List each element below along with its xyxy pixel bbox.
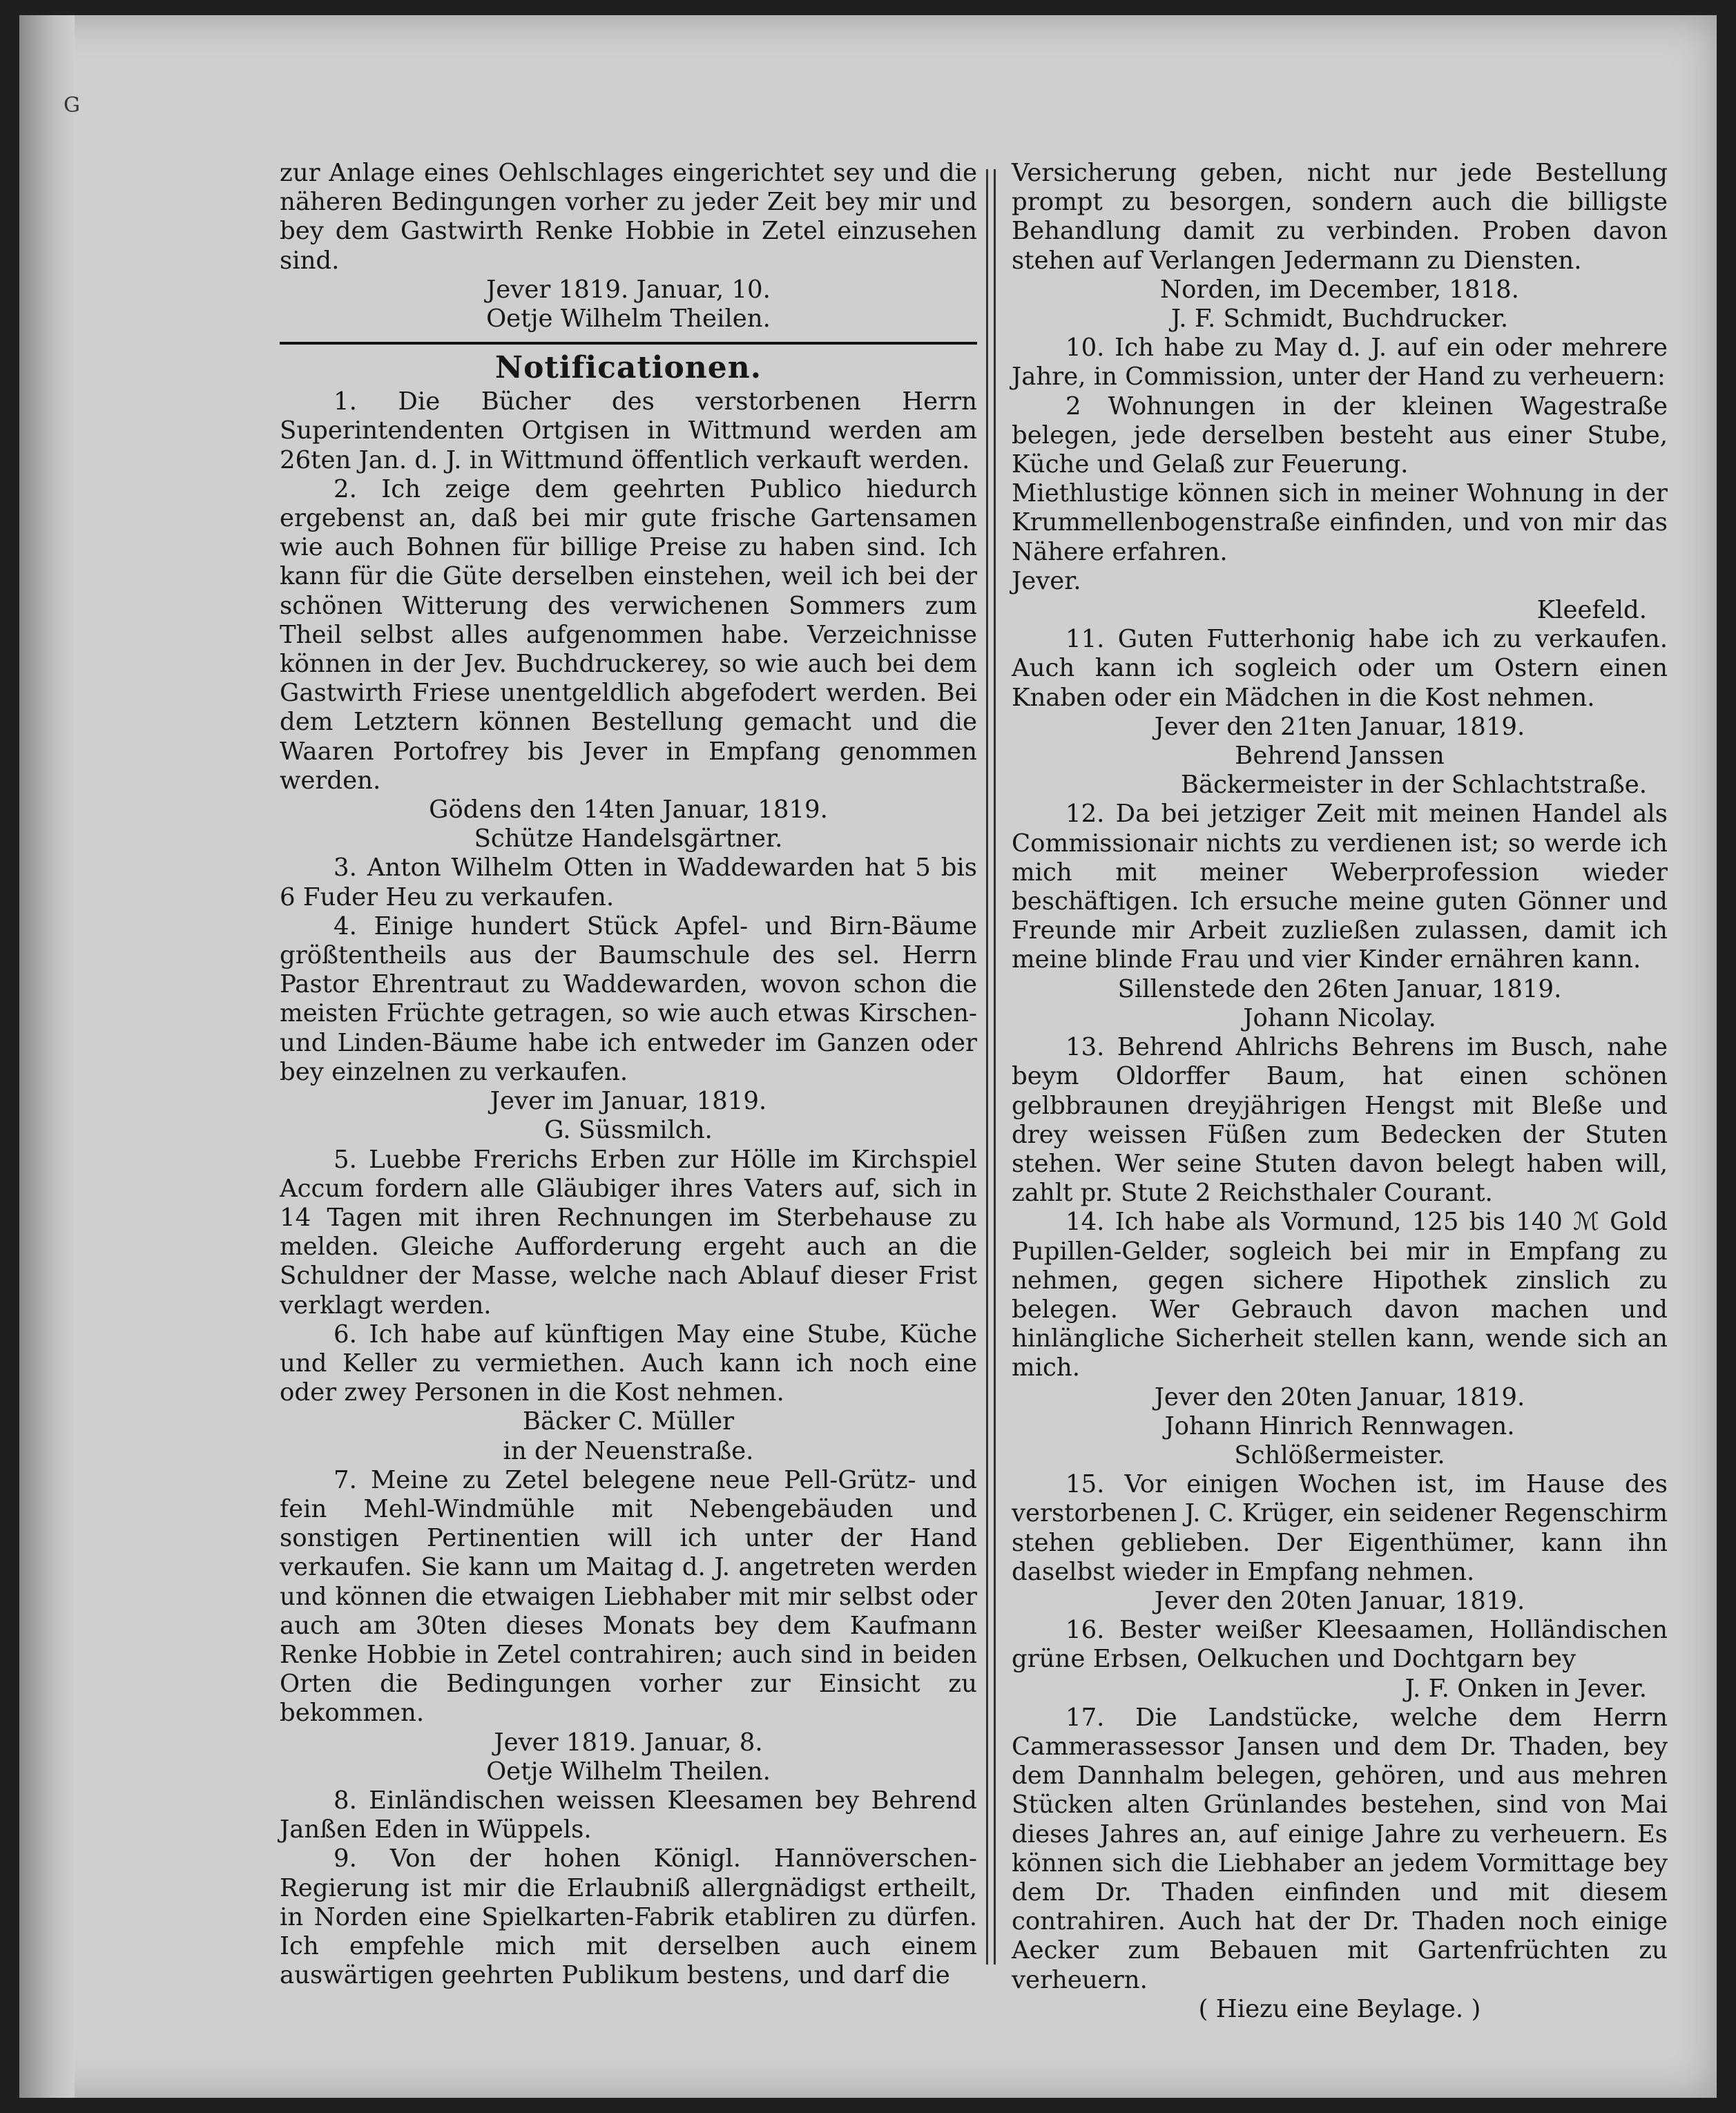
binding-edge (19, 15, 75, 2098)
notice-6-signature-2: in der Neuenstraße. (503, 1436, 754, 1465)
notice-6-signature: Bäcker C. Müller (522, 1407, 735, 1436)
notice-4: 4. Einige hundert Stück Apfel- und Birn-Bäume größtentheils aus der Baumschule des sel. Herrn Pastor Ehrentraut zu Waddewarden, wovon schon die meisten Früchte getragen, so wie auch etwas Kirschen- und Linden-Bäume habe ich entweder im Ganzen oder bey einzelnen zu verkaufen. (280, 911, 977, 1086)
notice-9-signature: J. F. Schmidt, Buchdrucker. (1170, 305, 1509, 334)
notice-10-signature: Kleefeld. (1536, 596, 1647, 625)
notice-2-date: Gödens den 14ten Januar, 1819. (429, 795, 828, 824)
notice-9: 9. Von der hohen Königl. Hannöverschen-Regierung ist mir die Erlaubniß allergnädigst ertheilt, in Norden eine Spielkarten-Fabrik etabliren zu dürfen. Ich empfehle mich mit derselben auch einem auswärtigen geehrten Publikum bestens, und darf die (280, 1844, 977, 1990)
notice-9-continued: Versicherung geben, nicht nur jede Bestellung prompt zu besorgen, sondern auch die billigste Behandlung damit zu verbinden. Proben davon stehen auf Verlangen Jedermann zu Diensten. (1012, 159, 1668, 275)
notice-7-signature: Oetje Wilhelm Theilen. (486, 1757, 771, 1786)
notice-10-place: Jever. (1012, 566, 1081, 595)
notice-7: 7. Meine zu Zetel belegene neue Pell-Grütz- und fein Mehl-Windmühle mit Nebengebäuden und sonstigen Pertinentien will ich unter der Hand verkaufen. Sie kann um Maitag d. J. angetreten werden und können die etwaigen Liebhaber mit mir selbst oder auch am 30ten dieses Monats bey dem Kaufmann Renke Hobbie in Zetel contrahiren; auch sind in beiden Orten die Bedingungen vorher zur Einsicht zu bekommen. (280, 1465, 977, 1728)
footer-note: ( Hiezu eine Beylage. ) (1198, 1994, 1481, 2023)
notice-14-date: Jever den 20ten Januar, 1819. (1154, 1382, 1525, 1411)
notice-13: 13. Behrend Ahlrichs Behrens im Busch, nahe beym Oldorffer Baum, hat einen schönen gelbbraunen dreyjährigen Hengst mit Bleße und drey weissen Füßen zum Bedecken der Stuten stehen. Wer seine Stuten davon belegt haben will, zahlt pr. Stute 2 Reichsthaler Courant. (1012, 1033, 1668, 1208)
notice-14: 14. Ich habe als Vormund, 125 bis 140 ℳ Gold Pupillen-Gelder, sogleich bei mir in Empfang zu nehmen, gegen sichere Hipothek zinslich zu belegen. Wer Gebrauch davon machen und hinlängliche Sicherheit stellen kann, wende sich an mich. (1012, 1208, 1668, 1382)
notice-15-date: Jever den 20ten Januar, 1819. (1154, 1586, 1525, 1615)
intro-text: zur Anlage eines Oehlschlages eingerichtet sey und die näheren Bedingungen vorher zu jeder Zeit bey mir und bey dem Gastwirth Renke Hobbie in Zetel einzusehen sind. (280, 159, 977, 275)
notice-8: 8. Einländischen weissen Kleesamen bey Behrend Janßen Eden in Wüppels. (280, 1786, 977, 1844)
notice-16-signature: J. F. Onken in Jever. (1405, 1674, 1647, 1703)
notice-12-date: Sillenstede den 26ten Januar, 1819. (1117, 974, 1562, 1003)
notice-2: 2. Ich zeige dem geehrten Publico hiedurch ergebenst an, daß bei mir gute frische Gartensamen wie auch Bohnen für billige Preise zu haben sind. Ich kann für die Güte derselben einstehen, weil ich bei der schönen Witterung des verwichenen Sommers zum Theil selbst alles aufgenommen habe. Verzeichnisse können in der Jev. Buchdruckerey, so wie auch bei dem Gastwirth Friese unentgeldlich abgefodert werden. Bei dem Letztern können Bestellung gemacht und die Waaren Portofrey bis Jever in Empfang genommen werden. (280, 474, 977, 795)
notice-10-detail: 2 Wohnungen in der kleinen Wagestraße belegen, jede derselben besteht aus einer Stube, Küche und Gelaß zur Feuerung. (1012, 392, 1668, 479)
notice-4-signature: G. Süssmilch. (544, 1116, 713, 1145)
notice-11-date: Jever den 21ten Januar, 1819. (1154, 712, 1525, 741)
notice-2-signature: Schütze Handelsgärtner. (474, 824, 783, 853)
notice-1: 1. Die Bücher des verstorbenen Herrn Superintendenten Ortgisen in Wittmund werden am 26ten Jan. d. J. in Wittmund öffentlich verkauft werden. (280, 387, 977, 474)
notice-11: 11. Guten Futterhonig habe ich zu verkaufen. Auch kann ich sogleich oder um Ostern einen Knaben oder ein Mädchen in die Kost nehmen. (1012, 625, 1668, 712)
notice-7-date: Jever 1819. Januar, 8. (494, 1728, 763, 1757)
notice-14-signature-2: Schlößermeister. (1234, 1440, 1445, 1469)
edge-mark: G (64, 93, 80, 117)
notice-15: 15. Vor einigen Wochen ist, im Hause des verstorbenen J. C. Krüger, ein seidener Regenschirm stehen geblieben. Der Eigenthümer, kann ihn daselbst wieder in Empfang nehmen. (1012, 1470, 1668, 1586)
notice-14-signature: Johann Hinrich Rennwagen. (1164, 1411, 1515, 1440)
section-rule (280, 342, 977, 345)
section-heading: Notificationen. (494, 350, 762, 386)
left-column (280, 159, 977, 1990)
notice-10-more: Miethlustige können sich in meiner Wohnung in der Krummellenbogenstraße einfinden, und von mir das Nähere erfahren. (1012, 479, 1668, 566)
notice-6: 6. Ich habe auf künftigen May eine Stube, Küche und Keller zu vermiethen. Auch kann ich noch eine oder zwey Personen in die Kost nehmen. (280, 1320, 977, 1407)
notice-3: 3. Anton Wilhelm Otten in Waddewarden hat 5 bis 6 Fuder Heu zu verkaufen. (280, 853, 977, 911)
notice-10: 10. Ich habe zu May d. J. auf ein oder mehrere Jahre, in Commission, unter der Hand zu verheuern: (1012, 334, 1668, 392)
notice-11-signature-2: Bäckermeister in der Schlachtstraße. (1180, 771, 1647, 800)
intro-signature: Oetje Wilhelm Theilen. (486, 305, 771, 334)
notice-12-signature: Johann Nicolay. (1243, 1003, 1436, 1032)
notice-16: 16. Bester weißer Kleesaamen, Holländischen grüne Erbsen, Oelkuchen und Dochtgarn bey (1012, 1616, 1668, 1674)
column-divider (986, 169, 996, 1965)
notice-12: 12. Da bei jetziger Zeit mit meinen Handel als Commissionair nichts zu verdienen ist; so werde ich mich mit meiner Weberprofession wieder beschäftigen. Ich ersuche meine guten Gönner und Freunde mir Arbeit zuzließen zulassen, damit ich meine blinde Frau und vier Kinder ernähren kann. (1012, 800, 1668, 974)
notice-17: 17. Die Landstücke, welche dem Herrn Cammerassessor Jansen und dem Dr. Thaden, bey dem Dannhalm belegen, gehören, und aus mehren Stücken alten Grünlandes bestehen, sind von Mai dieses Jahres an, auf einige Jahre zu verheuern. Es können sich die Liebhaber an jedem Vormittage bey dem Dr. Thaden einfinden und mit diesem contrahiren. Auch hat der Dr. Thaden noch einige Aecker zum Bebauen mit Gartenfrüchten zu verheuern. (1012, 1703, 1668, 1994)
notice-4-date: Jever im Januar, 1819. (490, 1087, 767, 1116)
notice-5: 5. Luebbe Frerichs Erben zur Hölle im Kirchspiel Accum fordern alle Gläubiger ihres Vaters auf, sich in 14 Tagen mit ihren Rechnungen im Sterbehause zu melden. Gleiche Aufforderung ergeht auch an die Schuldner der Masse, welche nach Ablauf dieser Frist verklagt werden. (280, 1145, 977, 1320)
notice-11-signature: Behrend Janssen (1235, 742, 1445, 771)
notice-9-date: Norden, im December, 1818. (1160, 275, 1519, 304)
intro-date: Jever 1819. Januar, 10. (486, 275, 771, 304)
right-column (1012, 159, 1668, 2024)
